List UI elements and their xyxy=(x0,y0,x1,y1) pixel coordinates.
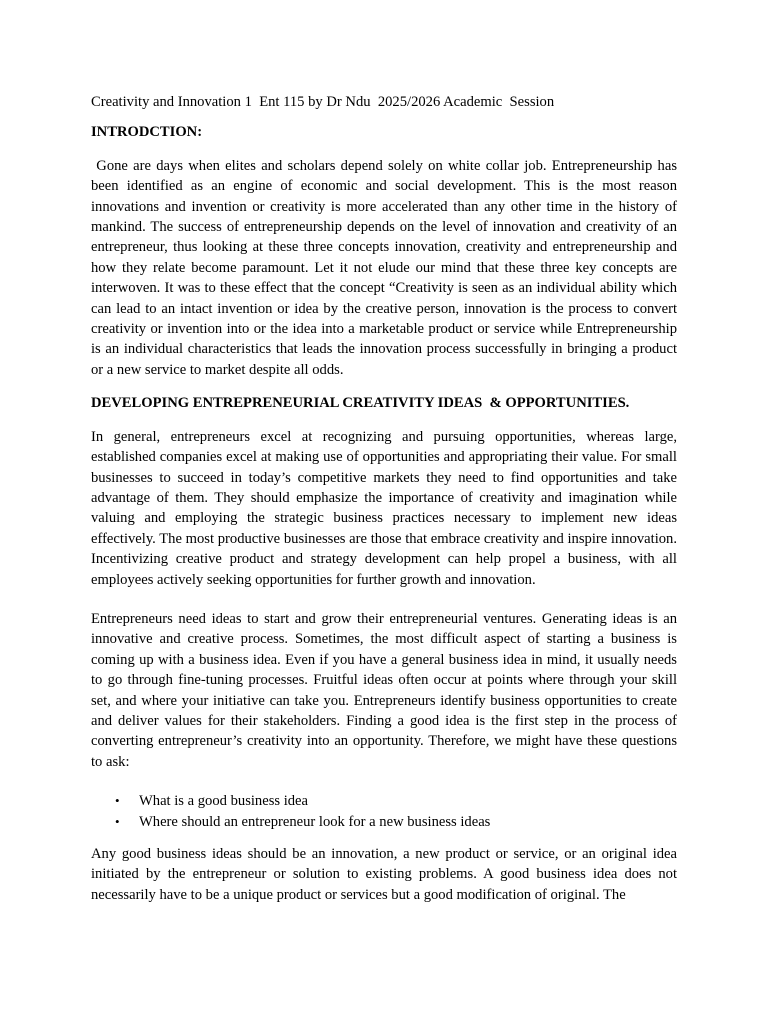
paragraph-good-idea: Any good business ideas should be an innovation, a new product or service, or an original idea initiated by the entrepreneur or solution to existing problems. A good business idea does not necessarily have to be a unique product or services but a good modification of original. The xyxy=(91,846,677,903)
paragraph-opportunities: In general, entrepreneurs excel at recognizing and pursuing opportunities, whereas large, established companies excel at making use of opportunities and appropriating their value. For small businesses to succeed in today’s competitive markets they need to find opportunities and take advantage of them. They should emphasize the importance of creativity and imagination while valuing and employing the strategic business practices necessary to implement new ideas effectively. The most productive businesses are those that embrace creativity and inspire innovation. Incentivizing creative product and strategy development can help propel a business, with all employees actively seeking opportunities for further growth and innovation. xyxy=(91,428,677,588)
question-list xyxy=(91,791,677,832)
document-page xyxy=(91,92,681,918)
intro-heading: INTRODCTION: xyxy=(91,124,203,141)
section-heading: DEVELOPING ENTREPRENEURIAL CREATIVITY IDEAS & OPPORTUNITIES. xyxy=(91,395,630,412)
list-item-text: Where should an entrepreneur look for a new business ideas xyxy=(139,813,491,830)
list-item xyxy=(91,791,677,811)
list-item-text: What is a good business idea xyxy=(139,793,309,810)
bullet-icon: • xyxy=(115,813,120,829)
intro-paragraph: Gone are days when elites and scholars depend solely on white collar job. Entrepreneurship has been identified as an engine of economic and social development. This is the most reason innovations and invention or creativity is more accelerated than any other time in the history of mankind. The success of entrepreneurship depends on the level of innovation and creativity of an entrepreneur, thus looking at these three concepts innovation, creativity and entrepreneurship and how they relate become paramount. Let it not elude our mind that these three key concepts are interwoven. It was to these effect that the concept “Creativity is seen as an individual ability which can lead to an intact invention or idea by the creative person, innovation is the process to convert creativity or invention into or the idea into a marketable product or service while Entrepreneurship is an individual characteristics that leads the innovation process successfully in bringing a product or a new service to market despite all odds. xyxy=(91,157,681,378)
document-title: Creativity and Innovation 1 Ent 115 by Dr Ndu 2025/2026 Academic Session xyxy=(91,94,555,110)
paragraph-ideas: Entrepreneurs need ideas to start and grow their entrepreneurial ventures. Generating ideas is an innovative and creative process. Sometimes, the most difficult aspect of starting a business is coming up with a business idea. Even if you have a general business idea in mind, it usually needs to go through fine-tuning processes. Fruitful ideas often occur at points where through your skill set, and where your initiative can take you. Entrepreneurs identify business opportunities to create and deliver values for their stakeholders. Finding a good idea is the first step in the process of converting entrepreneur’s creativity into an opportunity. Therefore, we might have these questions to ask: xyxy=(91,610,677,770)
list-item xyxy=(91,812,677,832)
bullet-icon: • xyxy=(115,793,120,809)
